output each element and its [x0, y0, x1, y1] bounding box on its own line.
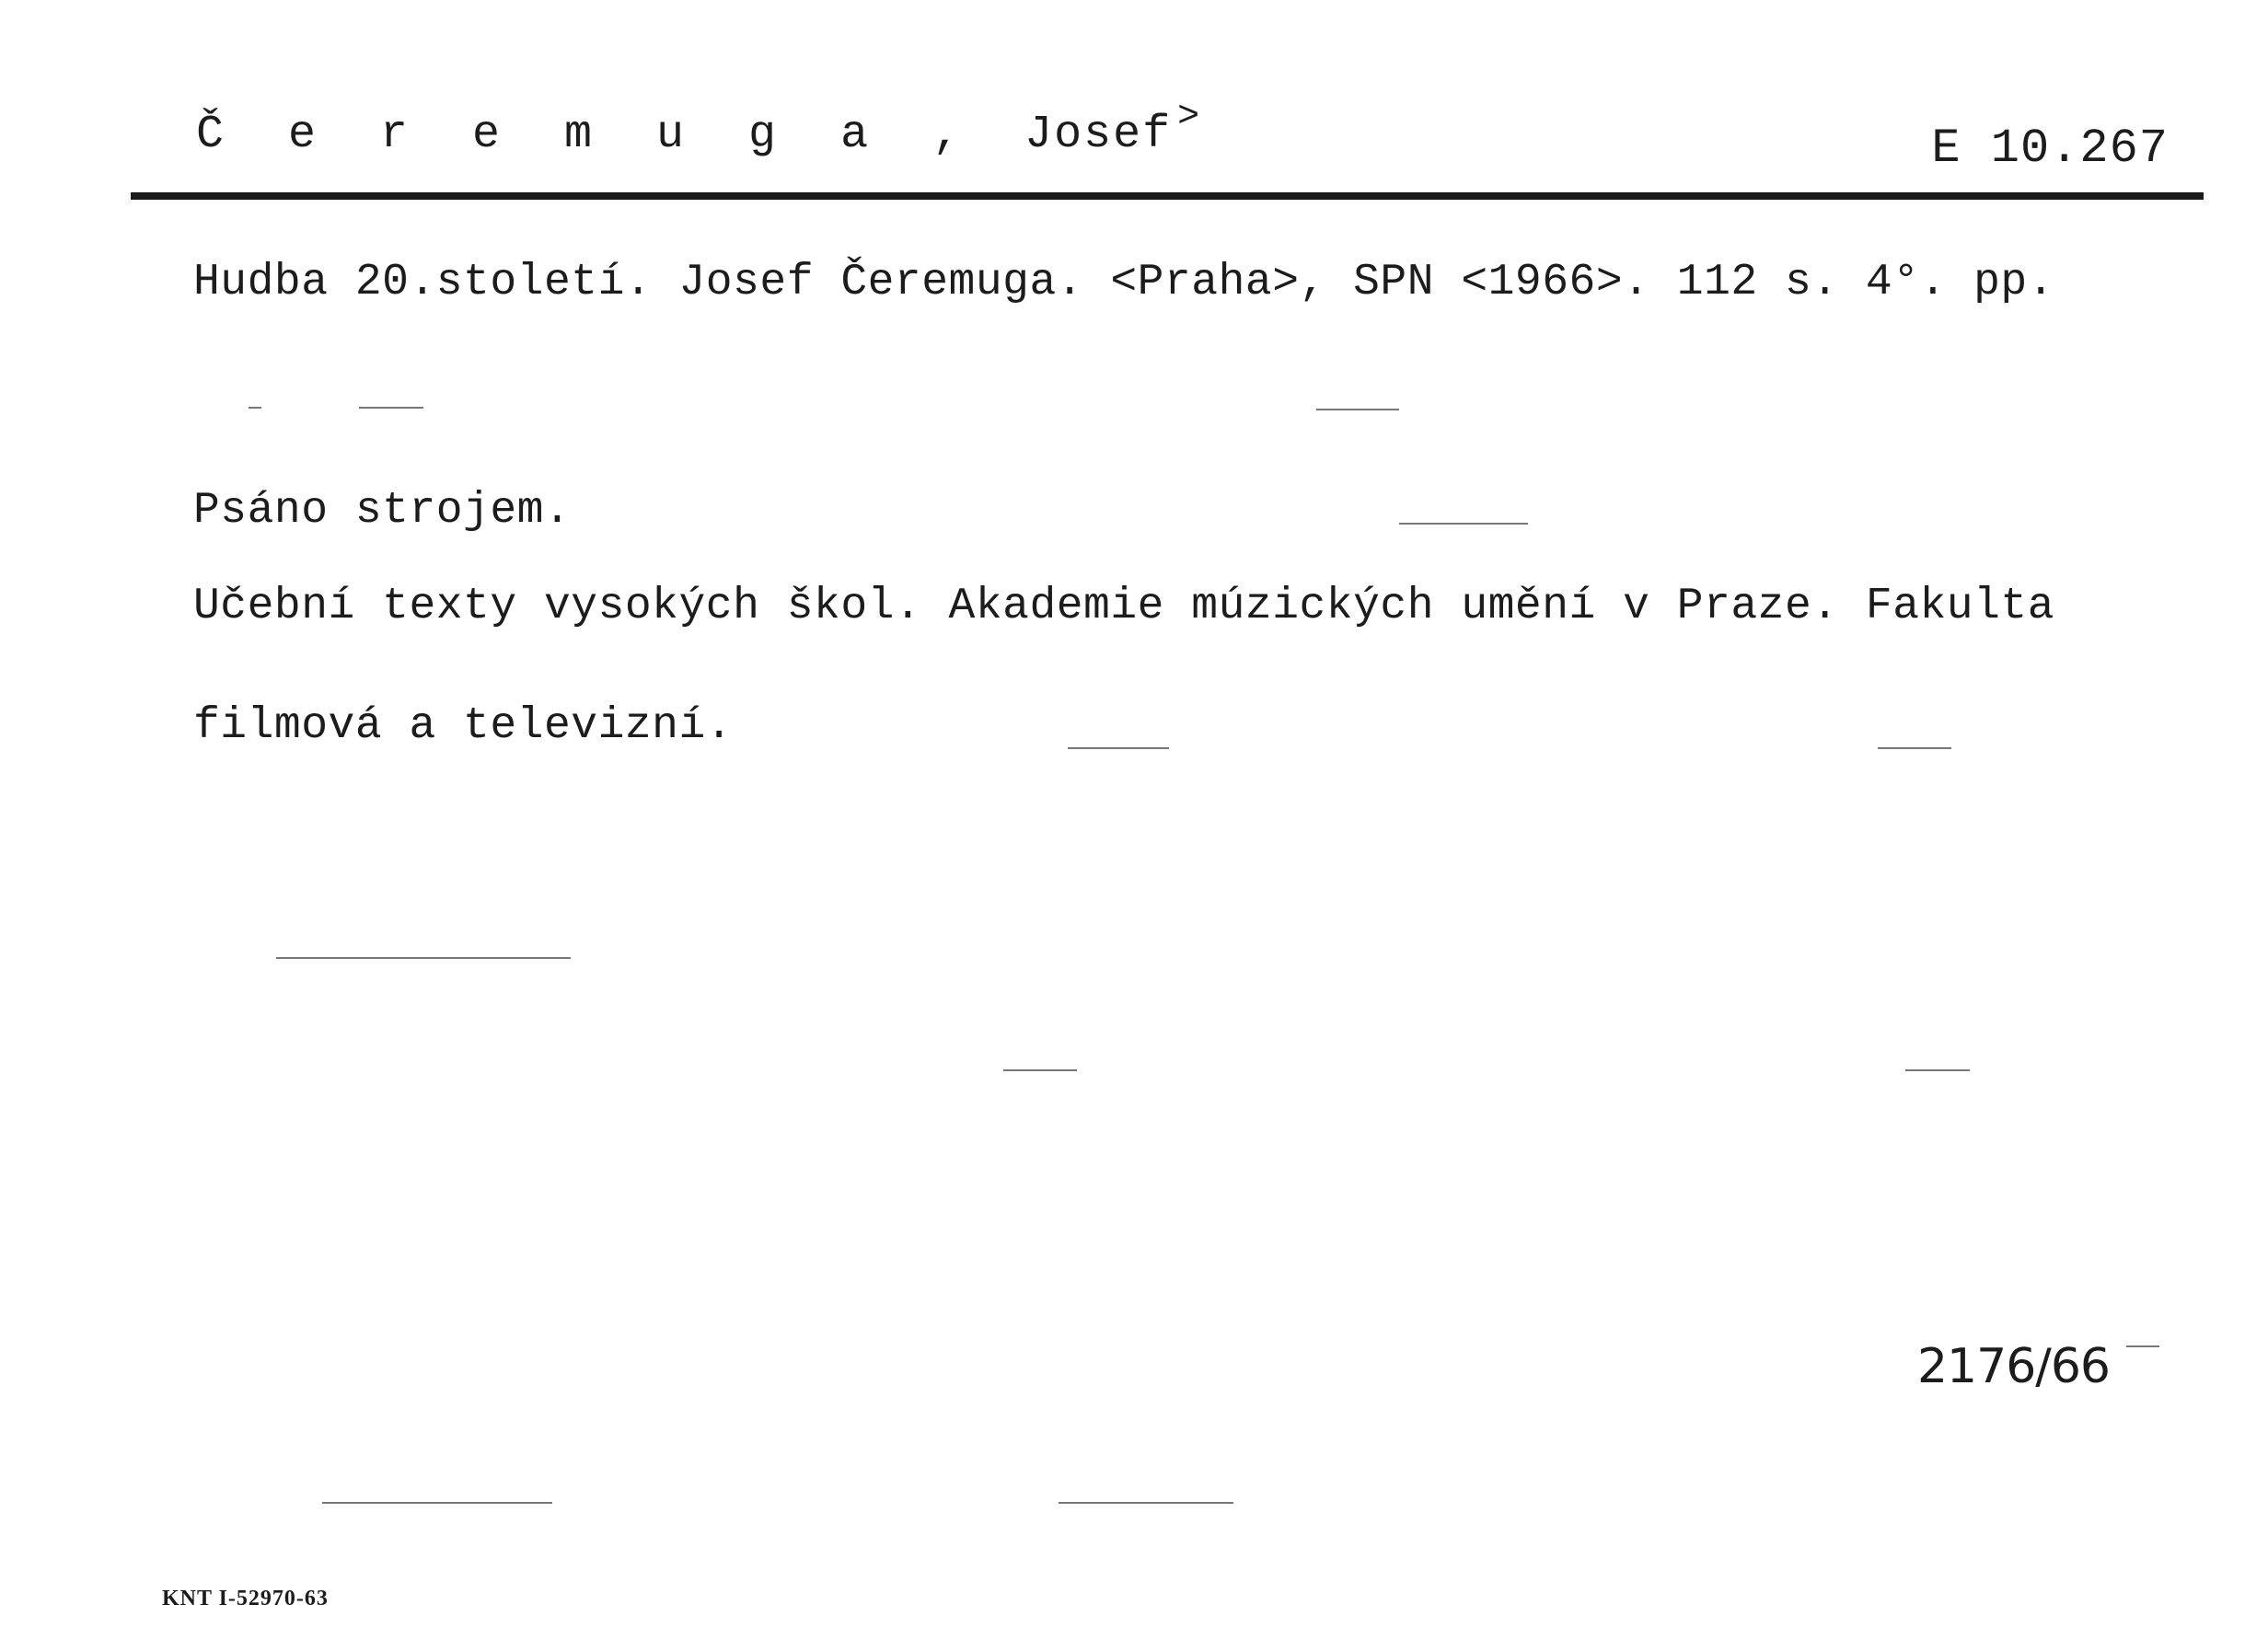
printer-imprint: KNT I-52970-63: [162, 1587, 329, 1611]
scan-speck: [1905, 1069, 1970, 1071]
scan-speck: [322, 1502, 552, 1504]
scan-speck: [1003, 1069, 1077, 1071]
scan-speck: [249, 407, 261, 409]
bibliographic-description: Hudba 20.století. Josef Čeremuga. <Praha>, SPN <1966>. 112 s. 4°. pp.: [193, 258, 2055, 307]
scan-speck: [1059, 1502, 1233, 1504]
heading-rule: [131, 192, 2204, 200]
scan-speck: [1068, 747, 1169, 749]
author-heading: [196, 97, 1200, 161]
shelfmark: E 10.267: [1931, 121, 2169, 176]
scan-speck: [276, 957, 571, 959]
accession-number: 2176/66: [1916, 1339, 2110, 1394]
scan-speck: [1316, 409, 1399, 410]
scan-speck: [1399, 523, 1528, 525]
scan-speck: [1878, 747, 1951, 749]
scan-speck: [2126, 1345, 2159, 1347]
heading-mark: >: [1177, 97, 1200, 138]
scan-speck: [359, 407, 423, 409]
author-surname: Č e r e m u g a ,: [196, 109, 979, 161]
author-given-name: Josef: [1024, 109, 1173, 161]
series-line-1: Učební texty vysokých škol. Akademie múzických umění v Praze. Fakulta: [193, 582, 2055, 631]
card-note: Psáno strojem.: [193, 486, 572, 536]
series-line-2: filmová a televizní.: [193, 701, 734, 751]
